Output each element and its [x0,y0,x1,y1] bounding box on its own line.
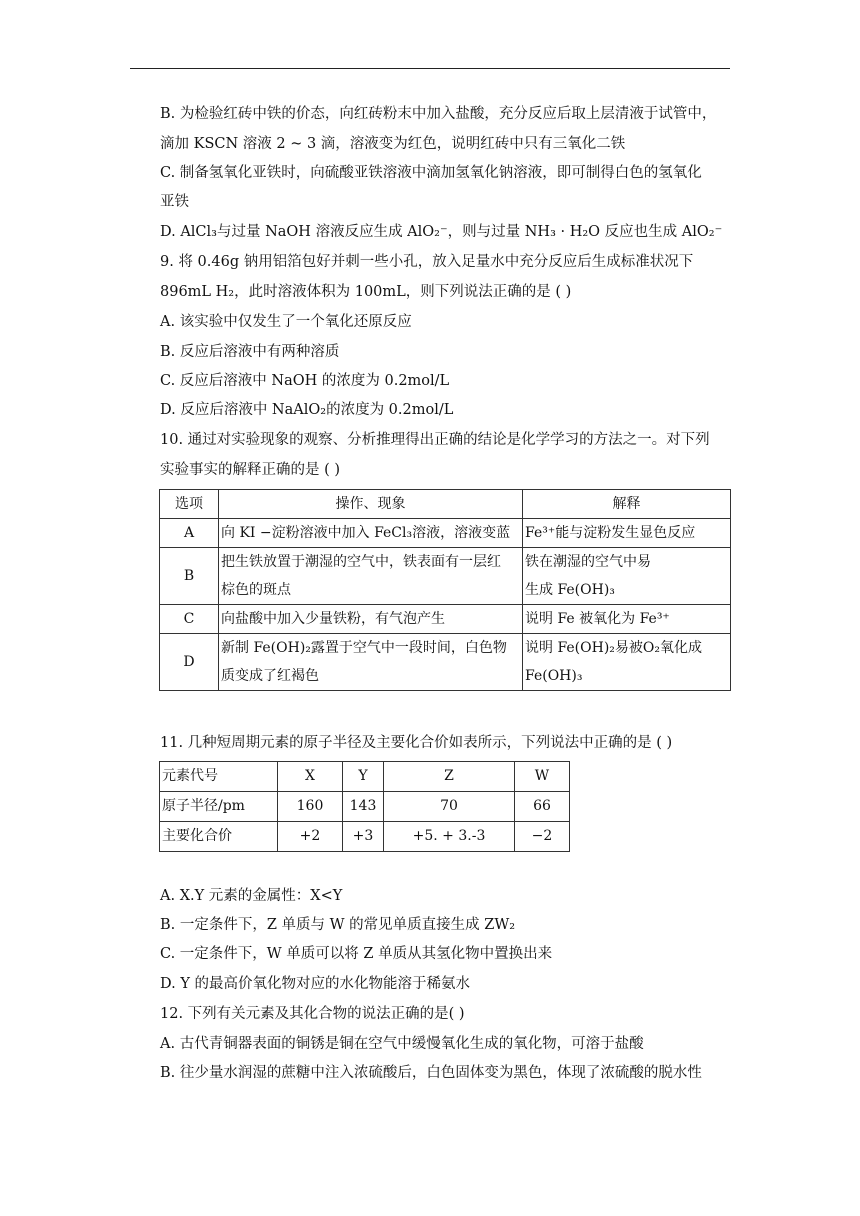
explanation-cell: 铁在潮湿的空气中易 生成 Fe(OH)₃ [523,548,731,605]
cell-radius-y: 143 [343,792,384,822]
table-row [160,605,731,634]
option-cell: A [160,519,219,548]
header-operation: 操作、现象 [219,490,523,519]
q8-option-d: D. AlCl₃与过量 NaOH 溶液反应生成 AlO₂⁻，则与过量 NH₃ · H₂O 反应也生成 AlO₂⁻ [160,224,723,240]
option-cell: C [160,605,219,634]
cell-radius-z: 70 [384,792,515,822]
cell-y: Y [343,762,384,792]
option-cell: B [160,548,219,605]
table-row [160,822,570,852]
q12-option-b: B. 往少量水润湿的蔗糖中注入浓硫酸后，白色固体变为黑色，体现了浓硫酸的脱水性 [160,1065,702,1081]
cell-valence-z: +5. + 3.-3 [384,822,515,852]
q9-option-c: C. 反应后溶液中 NaOH 的浓度为 0.2mol/L [160,373,450,389]
cell-radius-w: 66 [515,792,570,822]
q12-stem: 12. 下列有关元素及其化合物的说法正确的是( ) [160,1006,465,1022]
cell-valence-y: +3 [343,822,384,852]
cell-element-code: 元素代号 [160,762,278,792]
q8-option-b-line1: B. 为检验红砖中铁的价态，向红砖粉末中加入盐酸，充分反应后取上层清液于试管中， [160,106,717,122]
q10-stem-line1: 10. 通过对实验现象的观察、分析推理得出正确的结论是化学学习的方法之一。对下列 [160,432,710,448]
table-row [160,762,570,792]
q8-option-b-line2: 滴加 KSCN 溶液 2 ~ 3 滴，溶液变为红色，说明红砖中只有三氧化二铁 [160,136,626,152]
q8-option-c-line2: 亚铁 [160,194,189,210]
q9-stem-line1: 9. 将 0.46g 钠用铝箔包好并刺一些小孔，放入足量水中充分反应后生成标准状况下 [160,254,694,270]
q11-option-a: A. X.Y 元素的金属性：X<Y [160,888,343,904]
cell-valence-w: −2 [515,822,570,852]
cell-x: X [278,762,343,792]
q9-option-a: A. 该实验中仅发生了一个氧化还原反应 [160,314,412,330]
q9-stem-line2: 896mL H₂，此时溶液体积为 100mL，则下列说法正确的是 ( ) [160,284,572,300]
q11-option-d: D. Y 的最高价氧化物对应的水化物能溶于稀氨水 [160,976,471,992]
q9-option-d: D. 反应后溶液中 NaAlO₂的浓度为 0.2mol/L [160,402,454,418]
header-rule [130,68,730,69]
cell-valence-label: 主要化合价 [160,822,278,852]
q11-option-b: B. 一定条件下，Z 单质与 W 的常见单质直接生成 ZW₂ [160,917,516,933]
operation-cell: 向盐酸中加入少量铁粉，有气泡产生 [219,605,523,634]
table-row [160,792,570,822]
table-row [160,634,731,691]
cell-valence-x: +2 [278,822,343,852]
cell-radius-label: 原子半径/pm [160,792,278,822]
q11-stem: 11. 几种短周期元素的原子半径及主要化合价如表所示，下列说法中正确的是 ( ) [160,735,673,751]
cell-radius-x: 160 [278,792,343,822]
q11-option-c: C. 一定条件下，W 单质可以将 Z 单质从其氢化物中置换出来 [160,946,553,962]
operation-cell: 把生铁放置于潮湿的空气中，铁表面有一层红 棕色的斑点 [219,548,523,605]
cell-z: Z [384,762,515,792]
header-option: 选项 [160,490,219,519]
explanation-cell: 说明 Fe(OH)₂易被O₂氧化成 Fe(OH)₃ [523,634,731,691]
q10-stem-line2: 实验事实的解释正确的是 ( ) [160,462,341,478]
q11-table [159,761,570,852]
cell-w: W [515,762,570,792]
operation-cell: 向 KI −淀粉溶液中加入 FeCl₃溶液，溶液变蓝 [219,519,523,548]
q12-option-a: A. 古代青铜器表面的铜锈是铜在空气中缓慢氧化生成的氧化物，可溶于盐酸 [160,1036,644,1052]
operation-cell: 新制 Fe(OH)₂露置于空气中一段时间，白色物 质变成了红褐色 [219,634,523,691]
table-row [160,519,731,548]
option-cell: D [160,634,219,691]
header-explanation: 解释 [523,490,731,519]
explanation-cell: 说明 Fe 被氧化为 Fe³⁺ [523,605,731,634]
table-row [160,548,731,605]
q10-table [159,489,731,691]
q8-option-c-line1: C. 制备氢氧化亚铁时，向硫酸亚铁溶液中滴加氢氧化钠溶液，即可制得白色的氢氧化 [160,165,702,181]
explanation-cell: Fe³⁺能与淀粉发生显色反应 [523,519,731,548]
table-header-row [160,490,731,519]
q9-option-b: B. 反应后溶液中有两种溶质 [160,344,340,360]
